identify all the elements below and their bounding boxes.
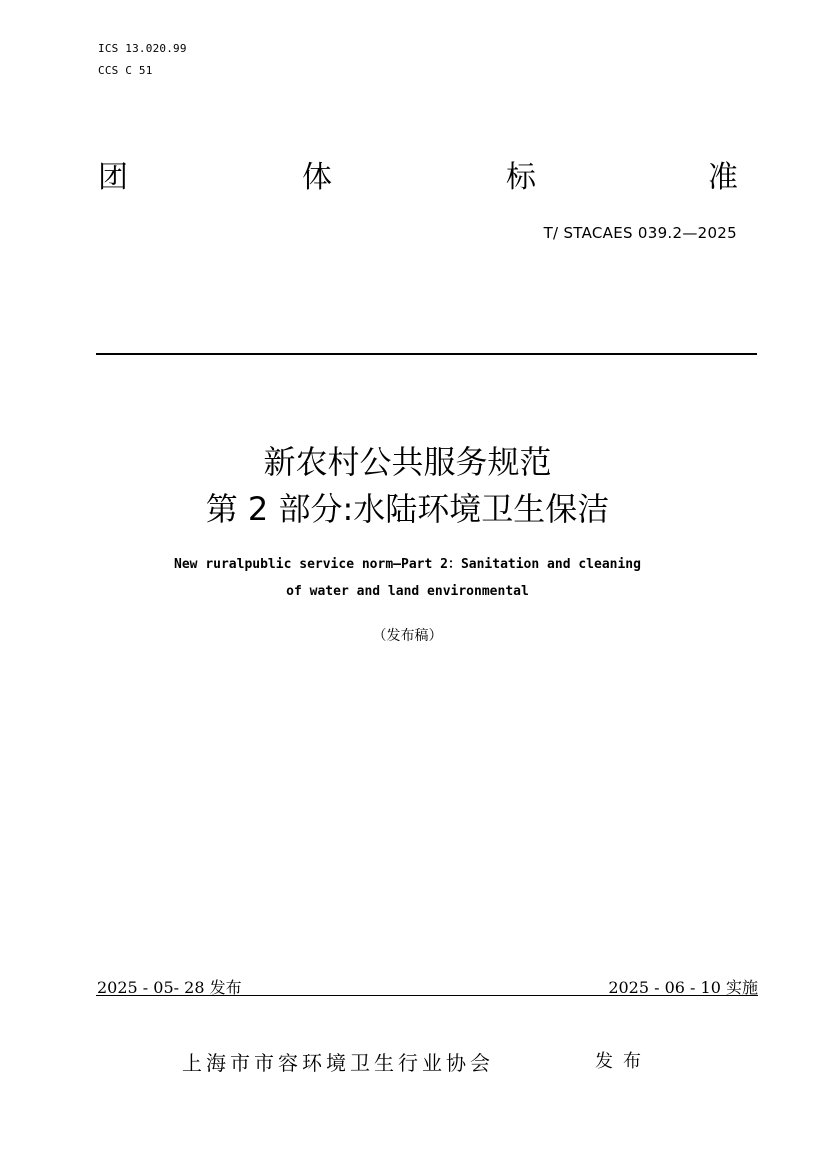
- standard-type-char: 团: [98, 160, 128, 195]
- title-cn-line1: 新农村公共服务规范: [263, 443, 552, 481]
- standard-type-char: 准: [708, 160, 738, 195]
- standard-type-char: 体: [302, 160, 332, 195]
- implement-date: 2025 - 06 - 10 实施: [608, 978, 758, 997]
- title-en-line1: New ruralpublic service norm—Part 2：Sanitation and cleaning: [174, 557, 641, 572]
- ccs-code: CCS C 51: [98, 64, 153, 77]
- ics-code: ICS 13.020.99: [98, 42, 187, 55]
- bottom-divider: [96, 995, 758, 996]
- title-en-line2: of water and land environmental: [286, 584, 529, 599]
- publish-date: 2025 - 05- 28 发布: [97, 978, 242, 997]
- publish-label: 发布: [595, 1051, 651, 1072]
- publisher-name: 上海市市容环境卫生行业协会: [182, 1051, 494, 1075]
- top-divider: [96, 353, 757, 355]
- draft-status: （发布稿）: [372, 628, 443, 644]
- title-cn-line2: 第 2 部分:水陆环境卫生保洁: [205, 490, 610, 528]
- standard-type-char: 标: [506, 160, 536, 195]
- standard-number: T/ STACAES 039.2—2025: [543, 224, 737, 242]
